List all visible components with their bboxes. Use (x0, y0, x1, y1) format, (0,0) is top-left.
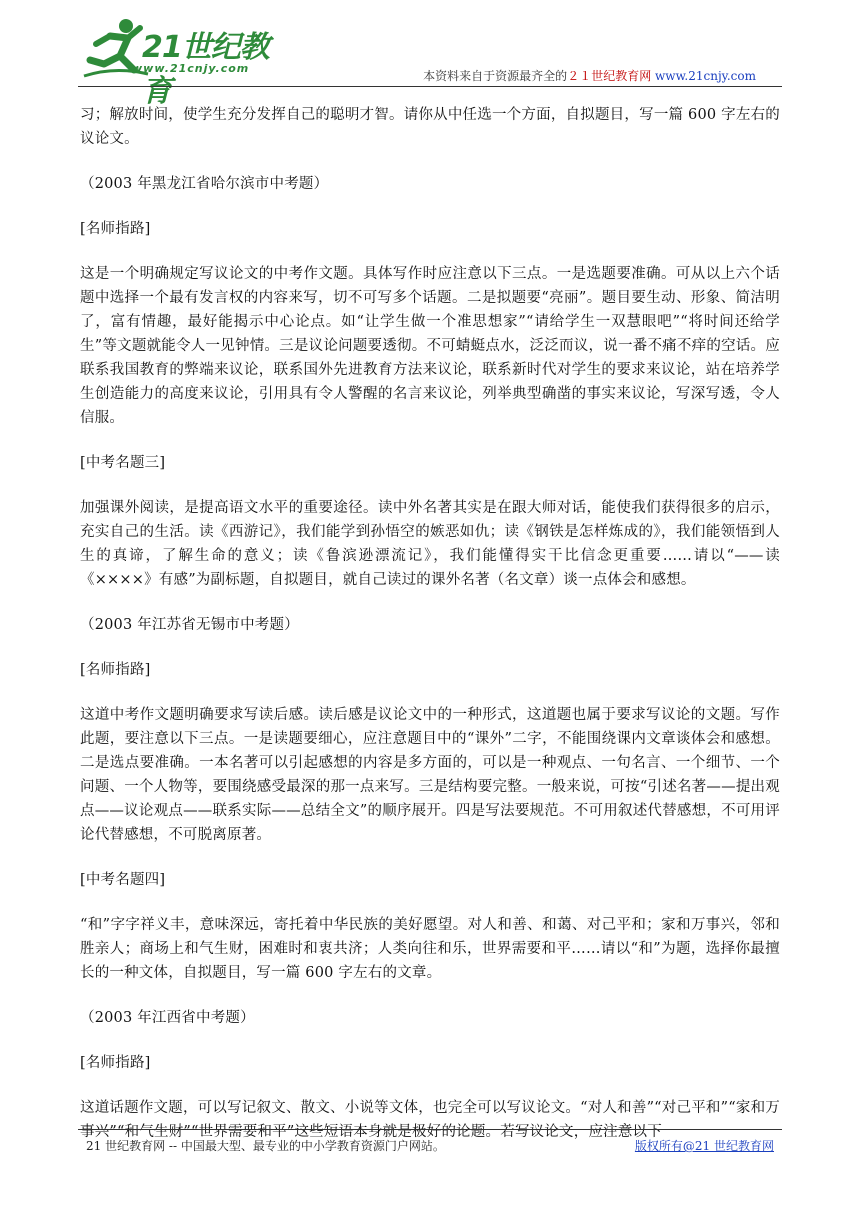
paragraph: 这道中考作文题明确要求写读后感。读后感是议论文中的一种形式，这道题也属于要求写议论的文题。写作此题，要注意以下三点。一是读题要细心，应注意题目中的“课外”二字，不能围绕课内文章谈体会和感想。二是选点要准确。一本名著可以引起感想的内容是多方面的，可以是一种观点、一句名言、一个细节、一个问题、一个人物等，要围绕感受最深的那一点来写。三是结构要完整。一般来说，可按“引述名著——提出观点——议论观点——联系实际——总结全文”的顺序展开。四是写法要规范。不可用叙述代替感想，不可用评论代替感想，不可脱离原著。 (80, 707, 780, 843)
section-heading: [名师指路] (80, 1055, 151, 1071)
paragraph: 这是一个明确规定写议论文的中考作文题。具体写作时应注意以下三点。一是选题要准确。可从以上六个话题中选择一个最有发言权的内容来写，切不可写多个话题。二是拟题要“亮丽”。题目要生动、形象、简洁明了，富有情趣，最好能揭示中心论点。如“让学生做一个准思想家”“请给学生一双慧眼吧”“将时间还给学生”等文题就能令人一见钟情。三是议论问题要透彻。不可蜻蜓点水，泛泛而议，说一番不痛不痒的空话。应联系我国教育的弊端来议论，联系国外先进教育方法来议论，联系新时代对学生的要求来议论，站在培养学生创造能力的高度来议论，引用具有令人警醒的名言来议论，列举典型确凿的事实来议论，写深写透，令人信服。 (80, 266, 780, 426)
site-logo[interactable] (80, 14, 280, 109)
source-note: （2003 年江苏省无锡市中考题） (80, 617, 299, 633)
header-note-site: ２１世纪教育网 (567, 69, 652, 83)
section-heading: [中考名题四] (80, 872, 166, 888)
source-note: （2003 年江西省中考题） (80, 1010, 255, 1026)
footer-text: 21 世纪教育网 -- 中国最大型、最专业的中小学教育资源门户网站。 (86, 1139, 445, 1153)
footer-copyright-link[interactable]: 版权所有@21 世纪教育网 (634, 1139, 774, 1153)
header-note-url[interactable]: www.21cnjy.com (655, 69, 756, 83)
section-heading: [名师指路] (80, 221, 151, 237)
paragraph: “和”字字祥义丰，意味深远，寄托着中华民族的美好愿望。对人和善、和蔼、对己平和；家和万事兴，邻和胜亲人；商场上和气生财，困难时和衷共济；人类向往和乐，世界需要和平……请以“和”为题，选择你最擅长的一种文体，自拟题目，写一篇 600 字左右的文章。 (80, 917, 780, 981)
paragraph: 加强课外阅读，是提高语文水平的重要途径。读中外名著其实是在跟大师对话，能使我们获得很多的启示，充实自己的生活。读《西游记》，我们能学到孙悟空的嫉恶如仇；读《钢铁是怎样炼成的》，我们能领悟到人生的真谛，了解生命的意义；读《鲁滨逊漂流记》，我们能懂得实干比信念更重要……请以“——读《××××》有感”为副标题，自拟题目，就自己读过的课外名著（名文章）谈一点体会和感想。 (80, 500, 780, 588)
footer-divider (78, 1129, 782, 1130)
paragraph: 习；解放时间，使学生充分发挥自己的聪明才智。请你从中任选一个方面，自拟题目，写一篇 600 字左右的议论文。 (80, 107, 780, 147)
document-body (80, 103, 780, 1165)
header-note (423, 67, 756, 84)
section-heading: [中考名题三] (80, 455, 166, 471)
page-header (0, 0, 860, 109)
section-heading: [名师指路] (80, 662, 151, 678)
logo-url: www.21cnjy.com (132, 62, 250, 75)
logo-text: 21世纪教育 (142, 30, 269, 109)
header-divider (78, 86, 782, 87)
paragraph: 这道话题作文题，可以写记叙文、散文、小说等文体，也完全可以写议论文。“对人和善”“对己平和”“家和万事兴”“和气生财”“世界需要和平”这些短语本身就是极好的论题。若写议论文，应注意以下 (80, 1100, 780, 1140)
header-note-prefix: 本资料来自于资源最齐全的 (423, 69, 568, 83)
source-note: （2003 年黑龙江省哈尔滨市中考题） (80, 176, 329, 192)
